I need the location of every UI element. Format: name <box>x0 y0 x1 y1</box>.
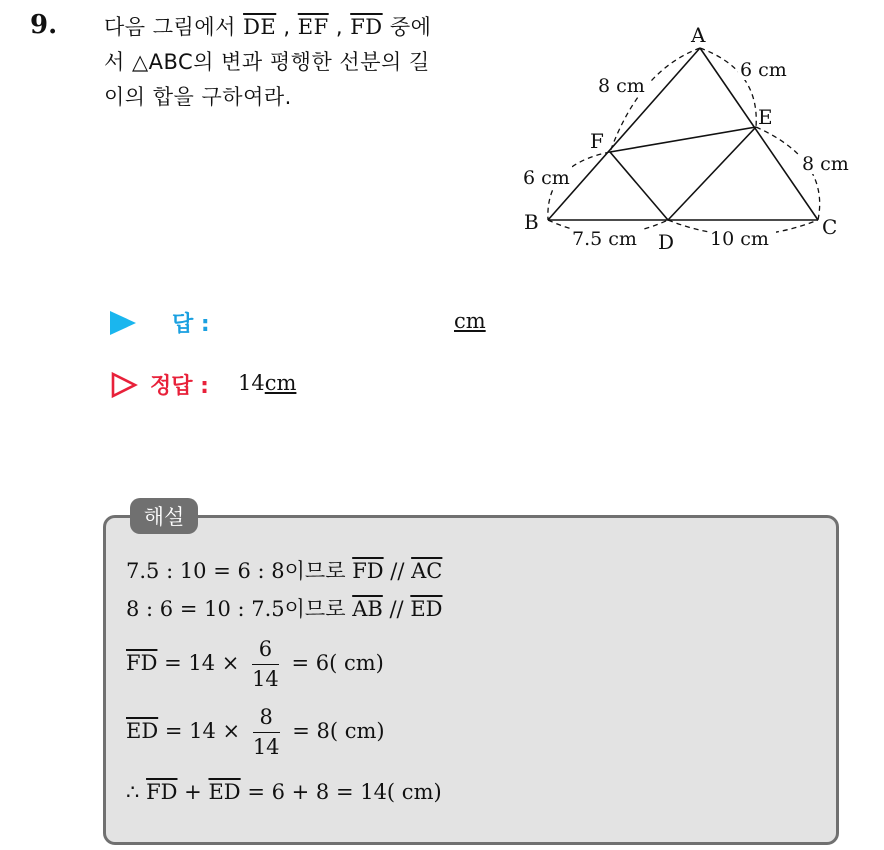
solution-line-1: 7.5 : 10 = 6 : 8이므로 $\overline{FD} // \overline{AC}$ <box>126 559 443 583</box>
segment-fd-line <box>610 152 668 220</box>
length-ec: 8 cm <box>802 153 849 175</box>
answer-unit: cm <box>454 309 486 333</box>
correct-number: 14 <box>238 371 265 395</box>
edge-ab <box>548 48 700 220</box>
segment-fd: $\overline{FD}$ <box>350 15 383 39</box>
solution-line-4: $\overline{ED} = 14$ × $\frac{8}{14}$ = 8( cm) <box>126 705 385 759</box>
correct-arrow-icon <box>110 371 138 399</box>
solution-tab: 해설 <box>130 498 198 534</box>
answer-label: 답 : <box>172 312 210 337</box>
point-a: A <box>691 23 706 47</box>
segment-de: $\overline{DE}$ <box>243 15 277 39</box>
correct-label: 정답 : <box>150 374 209 399</box>
answer-row <box>110 305 500 341</box>
length-af: 8 cm <box>598 75 645 97</box>
triangle-figure <box>510 20 855 260</box>
length-fb: 6 cm <box>523 167 570 189</box>
question-line-3: 이의 합을 구하여라. <box>104 85 292 109</box>
point-e: E <box>758 105 773 129</box>
question-line-2: 서 △ABC의 변과 평행한 선분의 길 <box>104 50 430 74</box>
question-text <box>104 10 504 115</box>
segment-fe <box>610 127 756 152</box>
fraction-8-14: $\frac{8}{14}$ <box>252 705 280 759</box>
answer-arrow-icon <box>110 311 136 335</box>
correct-value <box>238 371 296 395</box>
solution-line-2: 8 : 6 = 10 : 7.5이므로 $\overline{AB} // \overline{ED}$ <box>126 597 443 621</box>
length-dc: 10 cm <box>710 228 769 250</box>
solution-line-5: ∴ $\overline{FD} + \overline{ED} = 6 + 8 = 14$( cm) <box>126 780 442 804</box>
length-bd: 7.5 cm <box>572 228 637 250</box>
segment-ed-line <box>668 127 756 220</box>
segment-ef: $\overline{EF}$ <box>297 15 329 39</box>
point-b: B <box>524 210 539 234</box>
solution-line-3: $\overline{FD} = 14$ × $\frac{6}{14}$ = 6( cm) <box>126 637 384 691</box>
point-f: F <box>590 129 604 153</box>
point-c: C <box>822 215 838 239</box>
point-d: D <box>658 230 675 254</box>
question-number: 9. <box>30 10 58 40</box>
correct-answer-row <box>110 367 510 403</box>
length-ae: 6 cm <box>740 59 787 81</box>
fraction-6-14: $\frac{6}{14}$ <box>252 637 279 691</box>
correct-unit: cm <box>264 371 297 395</box>
question-line-1: 다음 그림에서 $\overline{DE}$ , $\overline{EF}$ , $\overline{FD}$ 중에 <box>104 15 432 39</box>
